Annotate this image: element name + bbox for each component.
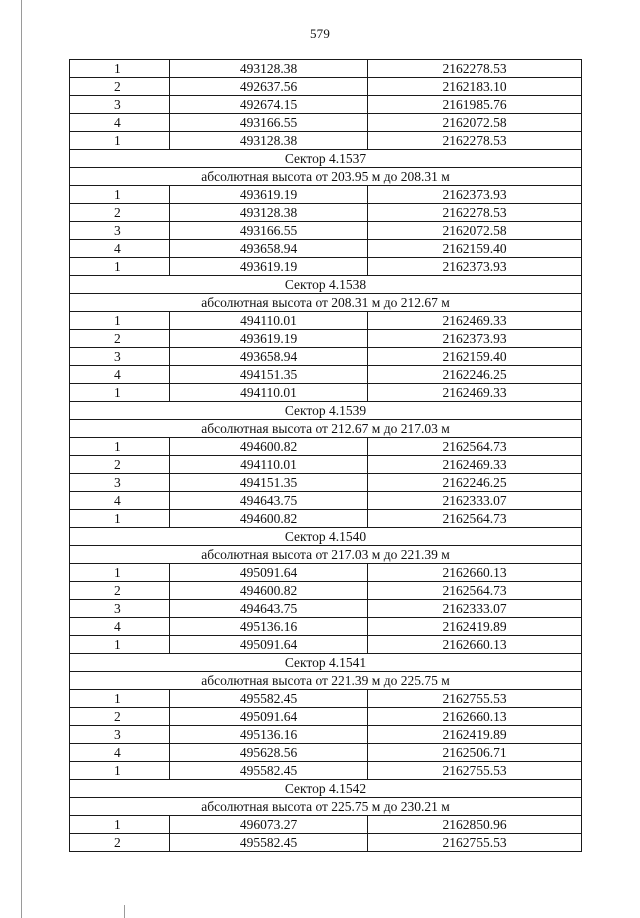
coordinate-y: 2162660.13	[368, 636, 582, 654]
point-number: 1	[70, 312, 170, 330]
scan-margin-line	[21, 0, 22, 918]
point-number: 3	[70, 474, 170, 492]
coordinate-x: 496073.27	[170, 816, 368, 834]
coordinate-y: 2162660.13	[368, 564, 582, 582]
point-row	[70, 78, 582, 96]
coordinate-y: 2162159.40	[368, 240, 582, 258]
sector-header-row	[70, 276, 582, 294]
coordinate-x: 493166.55	[170, 114, 368, 132]
altitude-range: абсолютная высота от 203.95 м до 208.31 м	[70, 168, 582, 186]
point-row	[70, 114, 582, 132]
point-number: 1	[70, 60, 170, 78]
point-row	[70, 132, 582, 150]
point-number: 1	[70, 762, 170, 780]
point-row	[70, 636, 582, 654]
point-row	[70, 762, 582, 780]
point-row	[70, 258, 582, 276]
coordinate-y: 2162333.07	[368, 492, 582, 510]
coordinate-x: 492637.56	[170, 78, 368, 96]
point-number: 3	[70, 726, 170, 744]
point-row	[70, 564, 582, 582]
coordinate-x: 493128.38	[170, 204, 368, 222]
point-number: 2	[70, 456, 170, 474]
point-number: 1	[70, 564, 170, 582]
point-number: 3	[70, 348, 170, 366]
coordinate-x: 494643.75	[170, 492, 368, 510]
point-row	[70, 690, 582, 708]
point-row	[70, 60, 582, 78]
coordinate-y: 2162159.40	[368, 348, 582, 366]
altitude-range: абсолютная высота от 212.67 м до 217.03 м	[70, 420, 582, 438]
coordinate-x: 495582.45	[170, 690, 368, 708]
altitude-range: абсолютная высота от 225.75 м до 230.21 м	[70, 798, 582, 816]
coordinate-y: 2162373.93	[368, 258, 582, 276]
coordinate-y: 2162183.10	[368, 78, 582, 96]
point-row	[70, 708, 582, 726]
altitude-row	[70, 798, 582, 816]
coordinate-y: 2162246.25	[368, 474, 582, 492]
coordinate-x: 495136.16	[170, 618, 368, 636]
coordinate-x: 495628.56	[170, 744, 368, 762]
point-number: 1	[70, 690, 170, 708]
point-number: 4	[70, 366, 170, 384]
point-number: 3	[70, 600, 170, 618]
point-row	[70, 456, 582, 474]
point-row	[70, 312, 582, 330]
coordinates-table-body	[70, 60, 582, 852]
coordinate-x: 493128.38	[170, 132, 368, 150]
coordinate-y: 2162373.93	[368, 186, 582, 204]
altitude-row	[70, 420, 582, 438]
coordinate-y: 2162469.33	[368, 312, 582, 330]
point-row	[70, 96, 582, 114]
point-number: 2	[70, 708, 170, 726]
point-row	[70, 726, 582, 744]
point-number: 3	[70, 222, 170, 240]
point-row	[70, 366, 582, 384]
sector-title: Сектор 4.1540	[70, 528, 582, 546]
coordinate-y: 2162564.73	[368, 510, 582, 528]
coordinate-x: 492674.15	[170, 96, 368, 114]
point-number: 1	[70, 132, 170, 150]
sector-title: Сектор 4.1542	[70, 780, 582, 798]
point-number: 1	[70, 636, 170, 654]
altitude-row	[70, 546, 582, 564]
point-number: 2	[70, 834, 170, 852]
point-row	[70, 600, 582, 618]
altitude-row	[70, 168, 582, 186]
point-number: 1	[70, 816, 170, 834]
coordinate-y: 2162278.53	[368, 60, 582, 78]
point-number: 4	[70, 744, 170, 762]
sector-header-row	[70, 780, 582, 798]
point-number: 4	[70, 618, 170, 636]
coordinate-x: 494110.01	[170, 312, 368, 330]
coordinate-x: 494643.75	[170, 600, 368, 618]
coordinate-y: 2162564.73	[368, 438, 582, 456]
altitude-row	[70, 672, 582, 690]
coordinate-y: 2162755.53	[368, 690, 582, 708]
sector-header-row	[70, 402, 582, 420]
coordinate-y: 2162469.33	[368, 384, 582, 402]
point-row	[70, 744, 582, 762]
coordinates-table	[69, 59, 582, 852]
sector-header-row	[70, 528, 582, 546]
coordinate-x: 494151.35	[170, 366, 368, 384]
coordinate-y: 2162072.58	[368, 114, 582, 132]
sector-title: Сектор 4.1539	[70, 402, 582, 420]
point-row	[70, 204, 582, 222]
point-number: 2	[70, 330, 170, 348]
point-row	[70, 186, 582, 204]
point-row	[70, 330, 582, 348]
point-number: 4	[70, 492, 170, 510]
point-row	[70, 474, 582, 492]
coordinate-x: 494600.82	[170, 510, 368, 528]
coordinate-x: 495091.64	[170, 636, 368, 654]
coordinate-y: 2162755.53	[368, 834, 582, 852]
coordinate-x: 494600.82	[170, 438, 368, 456]
coordinate-y: 2162278.53	[368, 204, 582, 222]
sector-header-row	[70, 150, 582, 168]
coordinate-y: 2162333.07	[368, 600, 582, 618]
point-number: 1	[70, 258, 170, 276]
sector-title: Сектор 4.1538	[70, 276, 582, 294]
coordinate-y: 2161985.76	[368, 96, 582, 114]
point-row	[70, 222, 582, 240]
coordinate-x: 495091.64	[170, 708, 368, 726]
sector-header-row	[70, 654, 582, 672]
altitude-range: абсолютная высота от 217.03 м до 221.39 м	[70, 546, 582, 564]
point-number: 1	[70, 384, 170, 402]
coordinate-y: 2162755.53	[368, 762, 582, 780]
coordinate-x: 493619.19	[170, 330, 368, 348]
coordinate-x: 494600.82	[170, 582, 368, 600]
altitude-range: абсолютная высота от 208.31 м до 212.67 м	[70, 294, 582, 312]
coordinate-x: 495091.64	[170, 564, 368, 582]
coordinate-x: 493128.38	[170, 60, 368, 78]
altitude-row	[70, 294, 582, 312]
coordinate-x: 495582.45	[170, 834, 368, 852]
point-number: 4	[70, 240, 170, 258]
point-number: 2	[70, 204, 170, 222]
point-row	[70, 834, 582, 852]
coordinate-x: 494110.01	[170, 456, 368, 474]
coordinate-y: 2162506.71	[368, 744, 582, 762]
coordinate-x: 495136.16	[170, 726, 368, 744]
coordinate-x: 493619.19	[170, 258, 368, 276]
coordinate-y: 2162072.58	[368, 222, 582, 240]
coordinate-x: 495582.45	[170, 762, 368, 780]
point-row	[70, 492, 582, 510]
coordinate-y: 2162419.89	[368, 726, 582, 744]
altitude-range: абсолютная высота от 221.39 м до 225.75 м	[70, 672, 582, 690]
coordinate-x: 493166.55	[170, 222, 368, 240]
point-row	[70, 438, 582, 456]
coordinate-y: 2162373.93	[368, 330, 582, 348]
coordinate-y: 2162660.13	[368, 708, 582, 726]
point-row	[70, 510, 582, 528]
point-number: 1	[70, 438, 170, 456]
coordinate-x: 493619.19	[170, 186, 368, 204]
sector-title: Сектор 4.1537	[70, 150, 582, 168]
scan-binding-line	[124, 905, 125, 918]
coordinate-y: 2162850.96	[368, 816, 582, 834]
point-row	[70, 348, 582, 366]
coordinate-x: 493658.94	[170, 348, 368, 366]
coordinate-x: 494151.35	[170, 474, 368, 492]
sector-title: Сектор 4.1541	[70, 654, 582, 672]
point-row	[70, 618, 582, 636]
coordinate-x: 494110.01	[170, 384, 368, 402]
coordinate-y: 2162419.89	[368, 618, 582, 636]
page-number: 579	[309, 26, 331, 41]
point-row	[70, 240, 582, 258]
coordinate-y: 2162564.73	[368, 582, 582, 600]
coordinate-y: 2162246.25	[368, 366, 582, 384]
coordinate-y: 2162278.53	[368, 132, 582, 150]
coordinate-y: 2162469.33	[368, 456, 582, 474]
point-number: 1	[70, 186, 170, 204]
point-number: 1	[70, 510, 170, 528]
point-number: 2	[70, 582, 170, 600]
point-row	[70, 582, 582, 600]
point-row	[70, 816, 582, 834]
point-number: 3	[70, 96, 170, 114]
point-number: 2	[70, 78, 170, 96]
coordinate-x: 493658.94	[170, 240, 368, 258]
point-row	[70, 384, 582, 402]
point-number: 4	[70, 114, 170, 132]
